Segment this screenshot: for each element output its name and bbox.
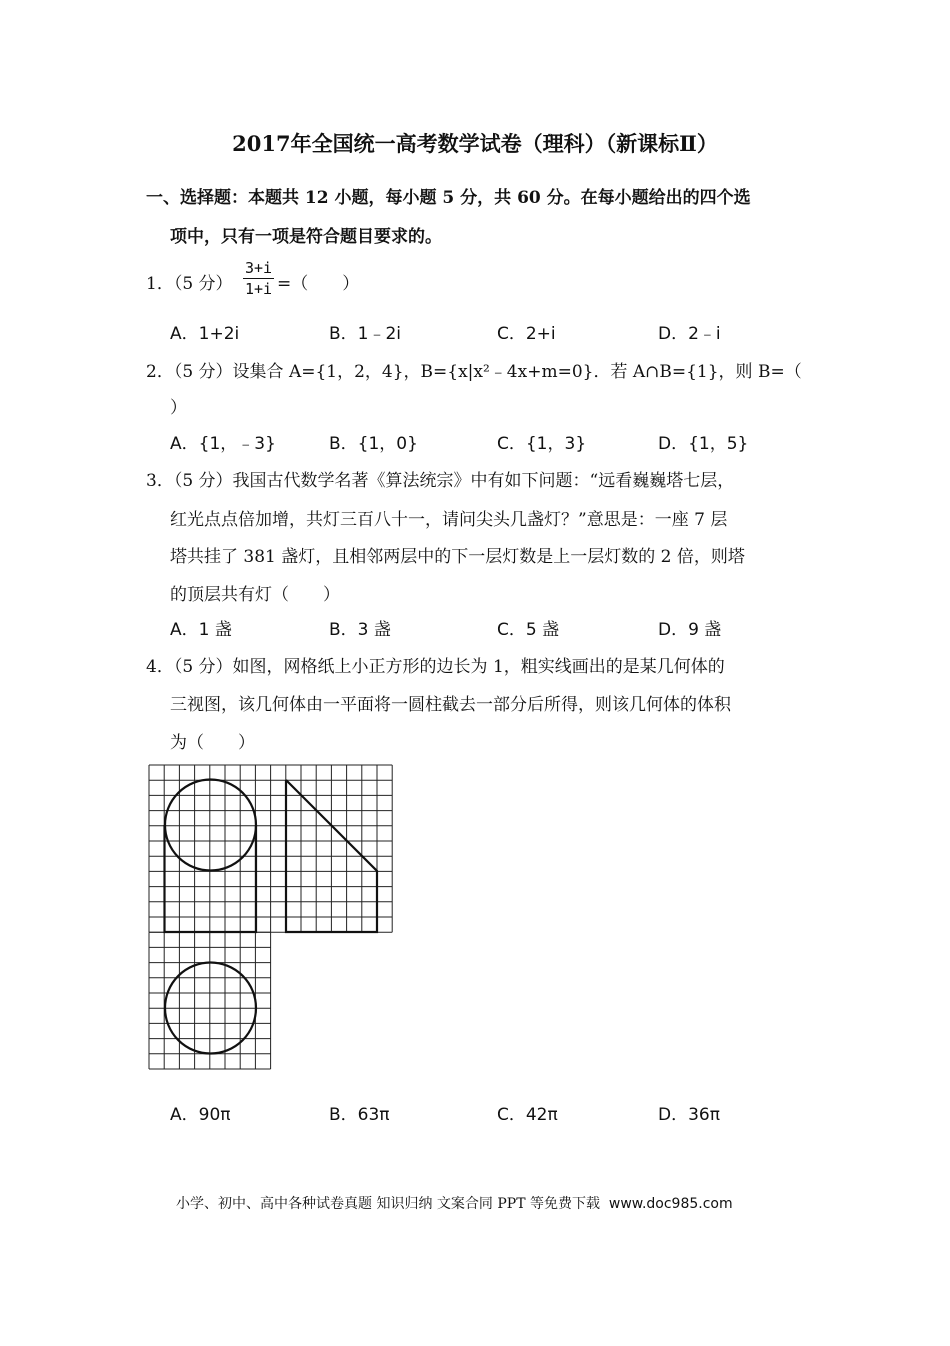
q1-numerator: 3+i <box>245 259 273 277</box>
footer-url: www.doc985.com <box>608 1196 733 1212</box>
q4-text-line1: 4．（5 分）如图，网格纸上小正方形的边长为 1，粗实线画出的是某几何体的 <box>146 657 725 677</box>
q1-option-d: D．2﹣i <box>658 324 721 344</box>
q3-text-line2: 红光点点倍加增，共灯三百八十一，请问尖头几盏灯？”意思是：一座 7 层 <box>170 510 728 530</box>
q3-text-line1: 3．（5 分）我国古代数学名著《算法统宗》中有如下问题：“远看巍巍塔七层， <box>146 471 735 491</box>
q2-option-b: B．{1，0} <box>329 434 418 454</box>
page-title: 2017年全国统一高考数学试卷（理科）（新课标Ⅱ） <box>232 131 718 156</box>
q4-text-line3: 为（ ） <box>170 733 255 753</box>
q4-text-line2: 三视图，该几何体由一平面将一圆柱截去一部分后所得，则该几何体的体积 <box>170 695 731 715</box>
q2-option-a: A．{1，﹣3} <box>170 434 276 454</box>
q4-option-b: B．63π <box>329 1105 390 1125</box>
footer-text: 小学、初中、高中各种试卷真题 知识归纳 文案合同 PPT 等免费下载 <box>176 1196 600 1212</box>
q3-text-line4: 的顶层共有灯（ ） <box>170 585 340 605</box>
q1-prefix: 1．（5 分） <box>146 274 233 294</box>
q1-option-b: B．1﹣2i <box>329 324 402 344</box>
q3-option-d: D．9 盏 <box>658 620 722 640</box>
q4-option-d: D．36π <box>658 1105 720 1125</box>
footer <box>176 1193 733 1213</box>
section-header-cont: 项中，只有一项是符合题目要求的。 <box>170 227 442 247</box>
q2-option-d: D．{1，5} <box>658 434 749 454</box>
front-view-circle <box>165 780 256 871</box>
q1-suffix: =（ ） <box>277 274 360 294</box>
q3-option-c: C．5 盏 <box>497 620 560 640</box>
q3-option-b: B．3 盏 <box>329 620 391 640</box>
q3-option-a: A．1 盏 <box>170 620 232 640</box>
q4-option-c: C．42π <box>497 1105 558 1125</box>
grid-paper <box>149 765 392 1069</box>
q1-option-a: A．1+2i <box>170 324 240 344</box>
q1-option-c: C．2+i <box>497 324 556 344</box>
q2-option-c: C．{1，3} <box>497 434 587 454</box>
q1-denominator: 1+i <box>245 280 273 298</box>
q4-option-a: A．90π <box>170 1105 231 1125</box>
q3-text-line3: 塔共挂了 381 盏灯，且相邻两层中的下一层灯数是上一层灯数的 2 倍，则塔 <box>170 547 745 567</box>
q2-text-cont: ） <box>170 398 187 418</box>
q2-text: 2．（5 分）设集合 A={1，2，4}，B={x|x²﹣4x+m=0}．若 A∩B={1}，则 B=（ <box>146 362 802 382</box>
section-header: 一、选择题：本题共 12 小题，每小题 5 分，共 60 分。在每小题给出的四个选 <box>146 188 751 208</box>
